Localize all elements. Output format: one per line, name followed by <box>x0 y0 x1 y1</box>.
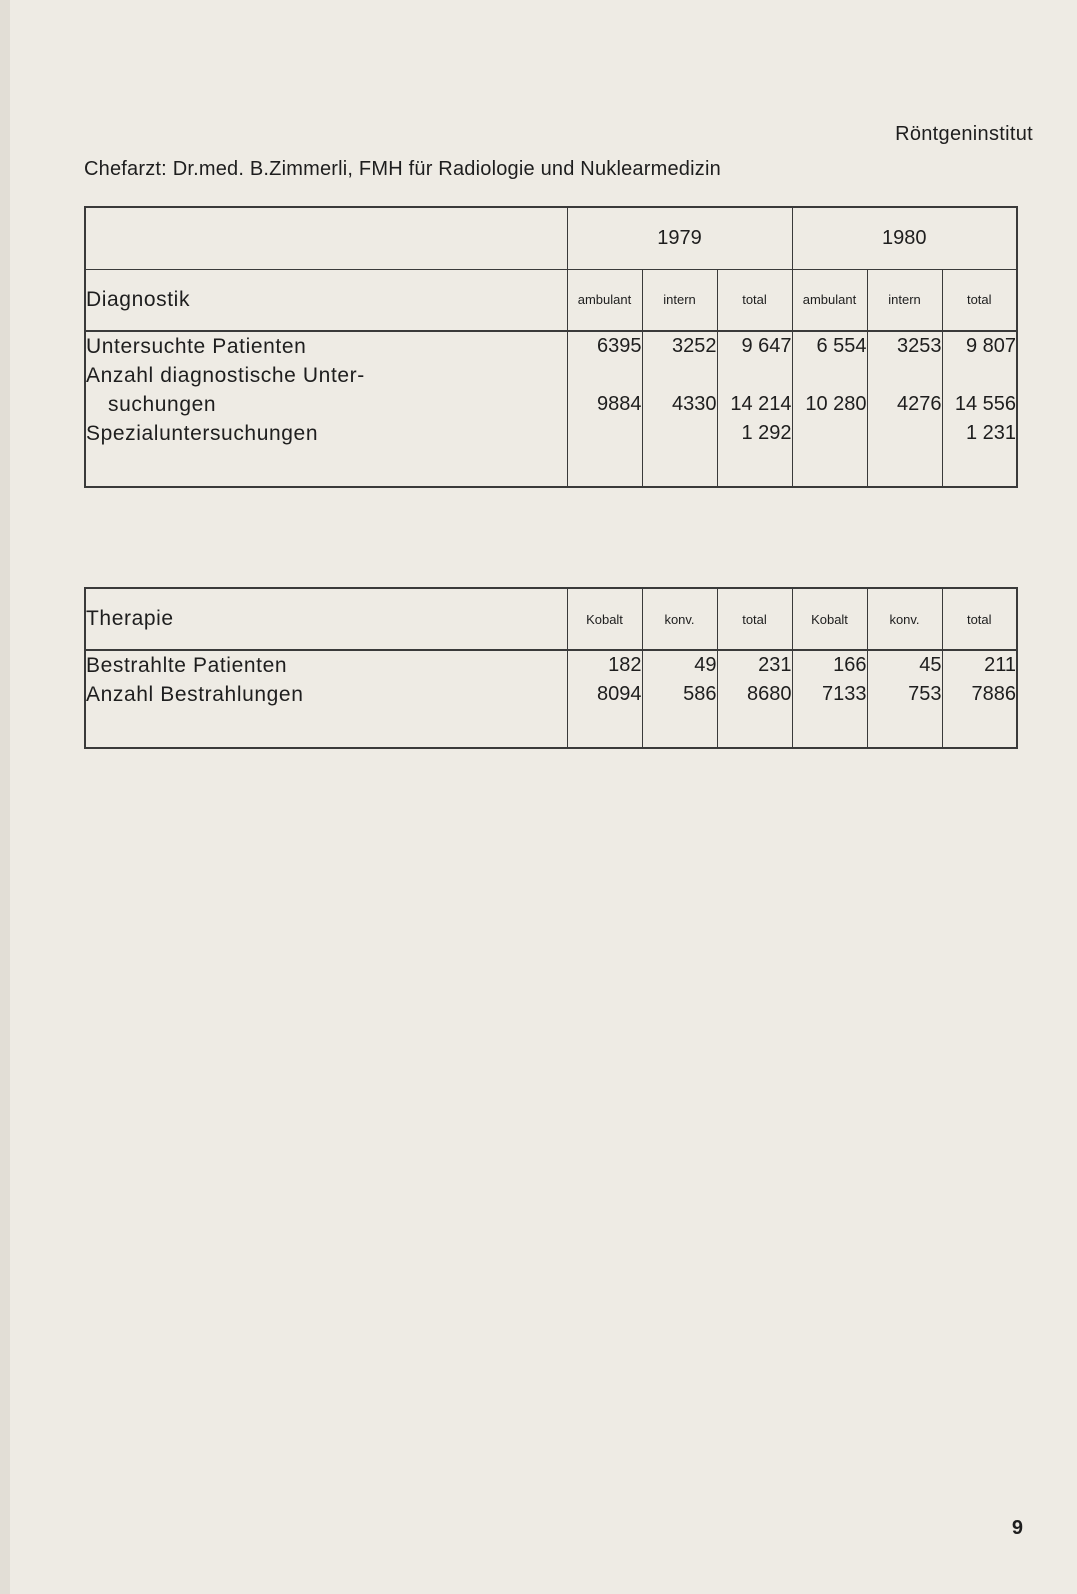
empty-header-cell <box>85 207 567 269</box>
subheader-intern-1979: intern <box>642 269 717 331</box>
col-kobalt-1980 <box>792 650 867 748</box>
value-cell <box>643 419 717 448</box>
subheader-ambulant-1979: ambulant <box>567 269 642 331</box>
therapie-table <box>84 587 1018 749</box>
value-cell: 4330 <box>672 393 717 415</box>
value-cell: 166 <box>833 654 867 676</box>
value-cell: 231 <box>758 654 792 676</box>
diagnostik-row-labels <box>85 331 567 487</box>
diagnostik-table <box>84 206 1018 488</box>
value-cell <box>793 361 867 390</box>
row-label: Spezialuntersuchungen <box>86 422 319 445</box>
value-cell <box>568 419 642 448</box>
value-cell <box>868 361 942 390</box>
col-total-1980 <box>942 331 1017 487</box>
year-1980-header: 1980 <box>792 207 1017 269</box>
col-total-1979 <box>717 331 792 487</box>
value-cell: 10 280 <box>805 393 867 415</box>
subheader-kobalt-1980: Kobalt <box>792 588 867 650</box>
value-cell: 4276 <box>897 393 942 415</box>
value-cell: 8094 <box>597 683 642 705</box>
subheader-total-1980: total <box>942 588 1017 650</box>
value-cell: 14 214 <box>730 393 792 415</box>
row-label: suchungen <box>108 393 217 416</box>
value-cell <box>793 419 867 448</box>
year-1979-header: 1979 <box>567 207 792 269</box>
value-cell: 8680 <box>747 683 792 705</box>
value-cell <box>868 419 942 448</box>
subheader-ambulant-1980: ambulant <box>792 269 867 331</box>
subheader-total-1980: total <box>942 269 1017 331</box>
row-label: Anzahl diagnostische Unter- <box>86 364 365 387</box>
value-cell: 753 <box>908 683 942 705</box>
col-total-1980 <box>942 650 1017 748</box>
value-cell: 3253 <box>897 335 942 357</box>
col-konv-1980 <box>867 650 942 748</box>
value-cell: 1 231 <box>965 422 1016 444</box>
page-number: 9 <box>1011 1517 1023 1539</box>
chief-physician-line: Chefarzt: Dr.med. B.Zimmerli, FMH für Radiologie und Nuklearmedizin <box>84 158 721 180</box>
value-cell <box>568 361 642 390</box>
value-cell <box>943 361 1017 390</box>
subheader-konv-1979: konv. <box>642 588 717 650</box>
value-cell: 9 807 <box>965 335 1016 357</box>
row-label: Bestrahlte Patienten <box>86 654 288 677</box>
subheader-total-1979: total <box>717 269 792 331</box>
col-total-1979 <box>717 650 792 748</box>
col-konv-1979 <box>642 650 717 748</box>
value-cell <box>718 361 792 390</box>
col-ambulant-1980 <box>792 331 867 487</box>
value-cell: 6395 <box>597 335 642 357</box>
value-cell: 14 556 <box>954 393 1016 415</box>
value-cell: 586 <box>683 683 717 705</box>
value-cell: 1 292 <box>741 422 792 444</box>
value-cell: 211 <box>984 654 1016 676</box>
value-cell: 9 647 <box>741 335 792 357</box>
value-cell: 182 <box>608 654 642 676</box>
subheader-konv-1980: konv. <box>867 588 942 650</box>
value-cell: 7886 <box>971 683 1016 705</box>
row-label: Untersuchte Patienten <box>86 335 307 358</box>
value-cell: 7133 <box>822 683 867 705</box>
col-intern-1979 <box>642 331 717 487</box>
therapie-section-label: Therapie <box>85 588 567 650</box>
value-cell: 45 <box>919 654 942 676</box>
value-cell: 9884 <box>597 393 642 415</box>
row-label: Anzahl Bestrahlungen <box>86 683 304 706</box>
page-edge <box>0 0 10 1594</box>
col-intern-1980 <box>867 331 942 487</box>
subheader-intern-1980: intern <box>867 269 942 331</box>
col-kobalt-1979 <box>567 650 642 748</box>
value-cell: 3252 <box>672 335 717 357</box>
value-cell <box>643 361 717 390</box>
subheader-kobalt-1979: Kobalt <box>567 588 642 650</box>
therapie-row-labels <box>85 650 567 748</box>
value-cell: 49 <box>694 654 717 676</box>
institute-title: Röntgeninstitut <box>895 123 1033 145</box>
diagnostik-section-label: Diagnostik <box>85 269 567 331</box>
col-ambulant-1979 <box>567 331 642 487</box>
value-cell: 6 554 <box>816 335 867 357</box>
subheader-total-1979: total <box>717 588 792 650</box>
